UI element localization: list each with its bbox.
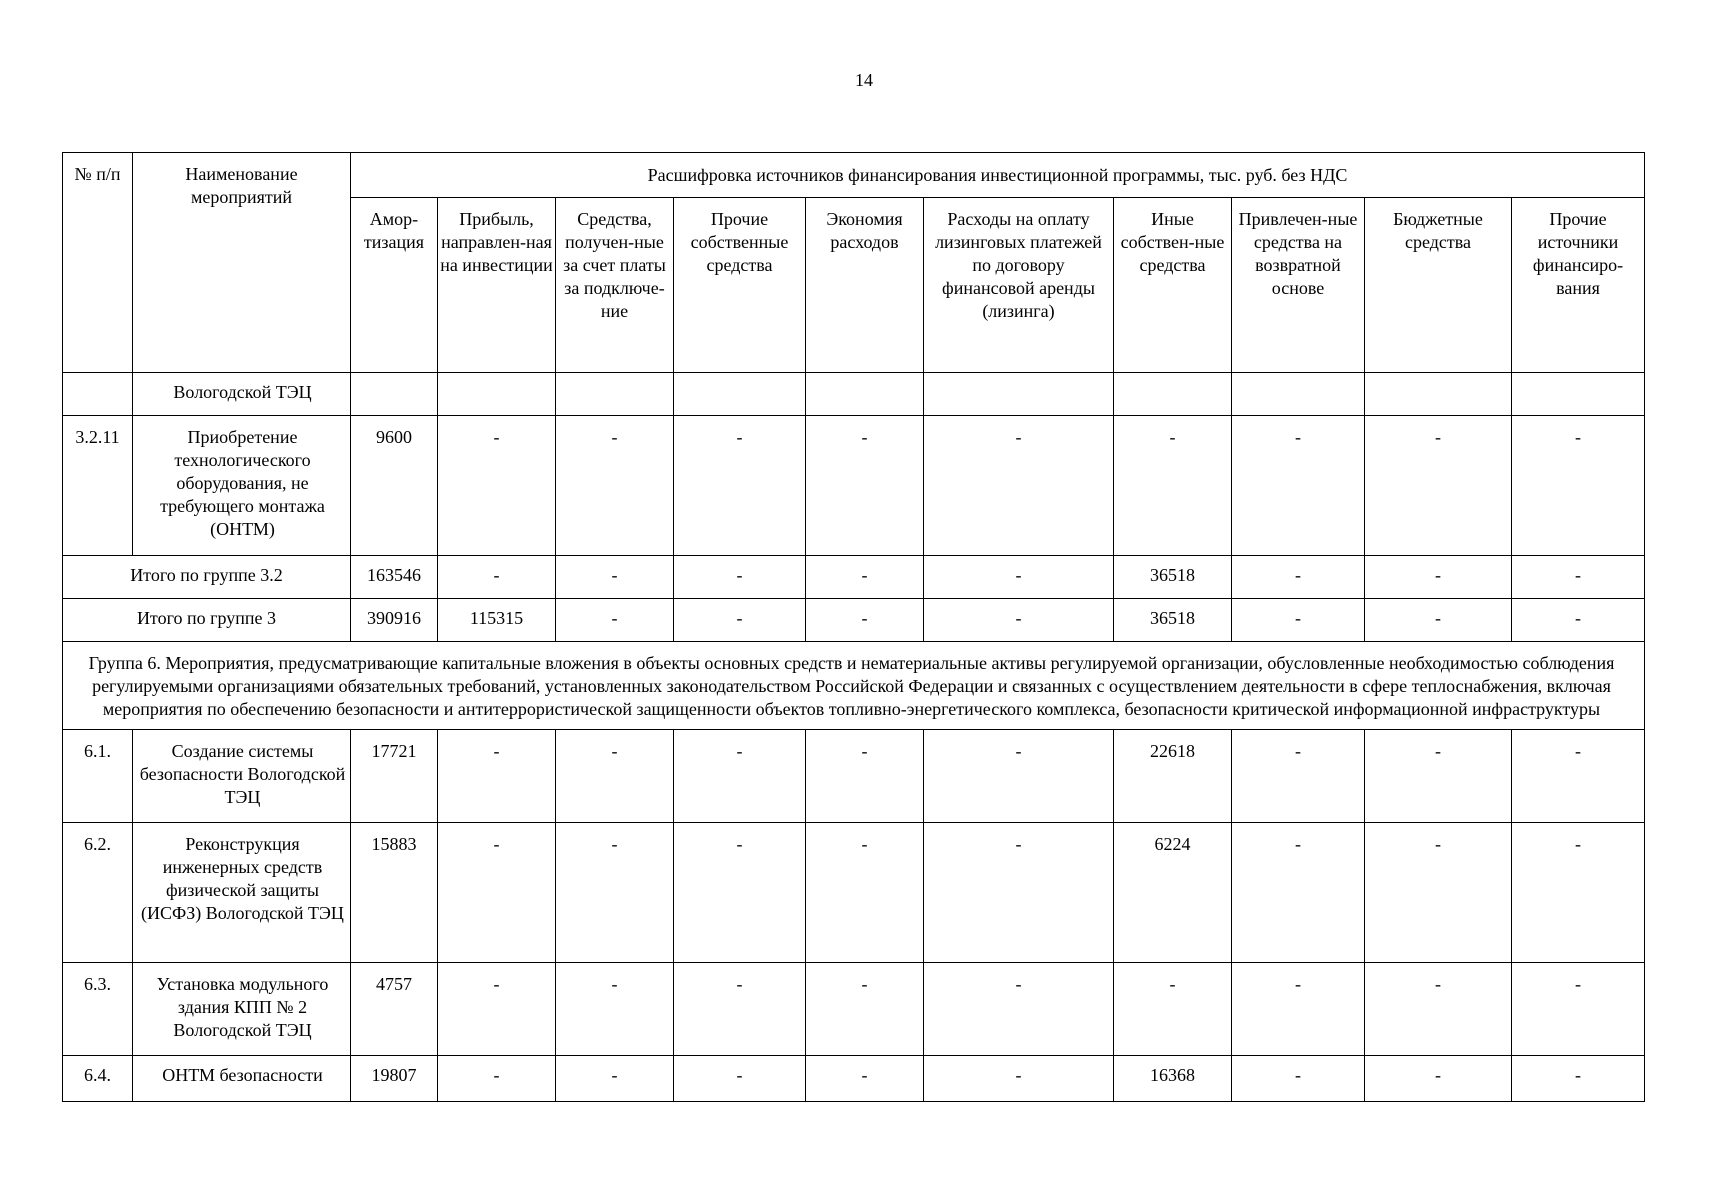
cell-value: - xyxy=(1512,730,1645,823)
cell-value: - xyxy=(556,599,674,642)
header-borrowed: Привлечен-ные средства на возвратной основе xyxy=(1232,198,1365,373)
group-6-title: Группа 6. Мероприятия, предусматривающие капитальные вложения в объекты основных средств и нематериальные активы регулируемой организации, обусловленные необходимостью соблюдения регулируемыми организациями обязательных требований, установленных законодательством Российской Федерации и связанных с осуществлением деятельности в сфере теплоснабжения, включая мероприятия по обеспечению безопасности и антитеррористической защищенности объектов топливно-энергетического комплекса, безопасности критической информационной инфраструктуры xyxy=(63,642,1645,730)
total-row xyxy=(63,556,1645,599)
cell-value: - xyxy=(806,823,924,963)
cell-value: - xyxy=(556,556,674,599)
page-number: 14 xyxy=(855,70,873,90)
cell-value: - xyxy=(806,963,924,1056)
cell-value: 390916 xyxy=(351,599,438,642)
cell-value: - xyxy=(1365,556,1512,599)
cell-value: - xyxy=(1232,599,1365,642)
cell-value xyxy=(1114,373,1232,416)
row-num: 6.4. xyxy=(63,1056,133,1102)
total-label: Итого по группе 3.2 xyxy=(63,556,351,599)
row-num: 6.2. xyxy=(63,823,133,963)
cell-value: - xyxy=(924,416,1114,556)
cell-value: - xyxy=(1365,1056,1512,1102)
cell-value xyxy=(806,373,924,416)
cell-value: - xyxy=(924,556,1114,599)
cell-value xyxy=(1232,373,1365,416)
cell-value: 17721 xyxy=(351,730,438,823)
header-connection-fee: Средства, получен-ные за счет платы за подключе-ние xyxy=(556,198,674,373)
cell-value: 4757 xyxy=(351,963,438,1056)
cell-value: - xyxy=(674,1056,806,1102)
cell-value: - xyxy=(1232,823,1365,963)
header-budget: Бюджетные средства xyxy=(1365,198,1512,373)
cell-value: - xyxy=(1512,599,1645,642)
cell-value: - xyxy=(1512,416,1645,556)
row-name: ОНТМ безопасности xyxy=(133,1056,351,1102)
header-other-own: Прочие собственные средства xyxy=(674,198,806,373)
header-leasing: Расходы на оплату лизинговых платежей по договору финансовой аренды (лизинга) xyxy=(924,198,1114,373)
cell-value: - xyxy=(806,730,924,823)
cell-value: - xyxy=(674,416,806,556)
row-name: Вологодской ТЭЦ xyxy=(133,373,351,416)
cell-value xyxy=(556,373,674,416)
cell-value: - xyxy=(556,416,674,556)
cell-value: 115315 xyxy=(438,599,556,642)
cell-value: - xyxy=(1232,1056,1365,1102)
cell-value: - xyxy=(556,1056,674,1102)
cell-value: - xyxy=(674,823,806,963)
cell-value xyxy=(924,373,1114,416)
cell-value: 6224 xyxy=(1114,823,1232,963)
cell-value xyxy=(351,373,438,416)
cell-value: - xyxy=(1512,556,1645,599)
cell-value: 36518 xyxy=(1114,599,1232,642)
cell-value: - xyxy=(1232,556,1365,599)
cell-value: - xyxy=(674,730,806,823)
cell-value: - xyxy=(438,730,556,823)
cell-value: 9600 xyxy=(351,416,438,556)
cell-value: - xyxy=(1114,416,1232,556)
cell-value: - xyxy=(1512,1056,1645,1102)
cell-value xyxy=(674,373,806,416)
cell-value: - xyxy=(1512,823,1645,963)
cell-value: - xyxy=(924,963,1114,1056)
cell-value: - xyxy=(1512,963,1645,1056)
cell-value: 16368 xyxy=(1114,1056,1232,1102)
cell-value: 36518 xyxy=(1114,556,1232,599)
table-row xyxy=(63,823,1645,963)
cell-value: - xyxy=(1365,963,1512,1056)
header-profit: Прибыль, направлен-ная на инвестиции xyxy=(438,198,556,373)
cell-value: - xyxy=(1232,730,1365,823)
cell-value: - xyxy=(556,823,674,963)
header-num: № п/п xyxy=(63,153,133,373)
cell-value xyxy=(438,373,556,416)
cell-value: - xyxy=(438,556,556,599)
cell-value: - xyxy=(674,963,806,1056)
header-amortization: Амор-тизация xyxy=(351,198,438,373)
row-num: 6.1. xyxy=(63,730,133,823)
total-label: Итого по группе 3 xyxy=(63,599,351,642)
row-num: 6.3. xyxy=(63,963,133,1056)
cell-value: - xyxy=(438,416,556,556)
cell-value: - xyxy=(806,1056,924,1102)
group-header-row xyxy=(63,642,1645,730)
table-row xyxy=(63,963,1645,1056)
cell-value xyxy=(1512,373,1645,416)
header-row-top xyxy=(63,153,1645,198)
cell-value: - xyxy=(924,823,1114,963)
header-savings: Экономия расходов xyxy=(806,198,924,373)
header-other-sources: Прочие источники финансиро-вания xyxy=(1512,198,1645,373)
cell-value: - xyxy=(1365,416,1512,556)
cell-value xyxy=(1365,373,1512,416)
cell-value: - xyxy=(924,599,1114,642)
total-row xyxy=(63,599,1645,642)
cell-value: - xyxy=(674,556,806,599)
cell-value: - xyxy=(674,599,806,642)
cell-value: - xyxy=(1365,823,1512,963)
cell-value: - xyxy=(806,599,924,642)
cell-value: - xyxy=(1365,730,1512,823)
cell-value: - xyxy=(1114,963,1232,1056)
cell-value: - xyxy=(438,1056,556,1102)
table-row xyxy=(63,373,1645,416)
header-financing-title: Расшифровка источников финансирования инвестиционной программы, тыс. руб. без НДС xyxy=(351,153,1645,198)
cell-value: - xyxy=(806,416,924,556)
cell-value: - xyxy=(556,963,674,1056)
cell-value: 15883 xyxy=(351,823,438,963)
row-name: Создание системы безопасности Вологодской ТЭЦ xyxy=(133,730,351,823)
cell-value: - xyxy=(1365,599,1512,642)
header-name: Наименование мероприятий xyxy=(133,153,351,373)
cell-value: - xyxy=(924,1056,1114,1102)
cell-value: - xyxy=(1232,963,1365,1056)
cell-value: - xyxy=(556,730,674,823)
row-name: Приобретение технологического оборудования, не требующего монтажа (ОНТМ) xyxy=(133,416,351,556)
cell-value: - xyxy=(924,730,1114,823)
cell-value: - xyxy=(438,963,556,1056)
cell-value: 163546 xyxy=(351,556,438,599)
cell-value: 22618 xyxy=(1114,730,1232,823)
cell-value: - xyxy=(1232,416,1365,556)
header-other-own-funds: Иные собствен-ные средства xyxy=(1114,198,1232,373)
row-num: 3.2.11 xyxy=(63,416,133,556)
financing-table xyxy=(62,152,1645,1102)
row-num xyxy=(63,373,133,416)
cell-value: - xyxy=(806,556,924,599)
row-name: Реконструкция инженерных средств физической защиты (ИСФЗ) Вологодской ТЭЦ xyxy=(133,823,351,963)
cell-value: 19807 xyxy=(351,1056,438,1102)
row-name: Установка модульного здания КПП № 2 Вологодской ТЭЦ xyxy=(133,963,351,1056)
table-row xyxy=(63,730,1645,823)
table-row xyxy=(63,416,1645,556)
cell-value: - xyxy=(438,823,556,963)
table-row xyxy=(63,1056,1645,1102)
